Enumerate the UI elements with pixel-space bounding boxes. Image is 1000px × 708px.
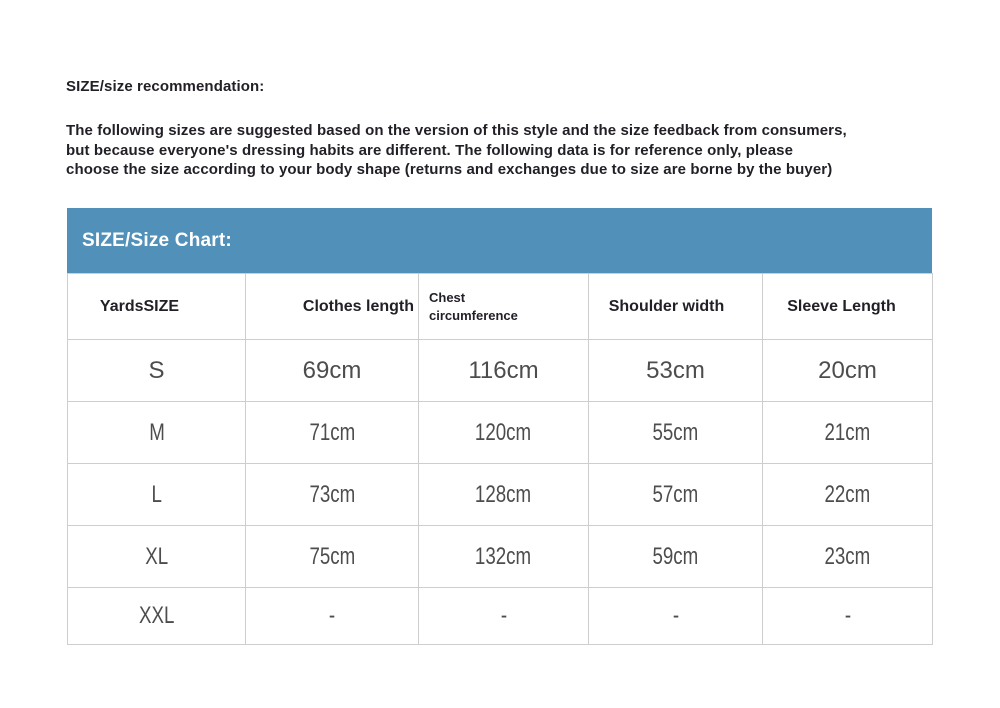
cell-sleeve-length: 21cm bbox=[763, 402, 933, 464]
column-header-chest-circumference bbox=[419, 274, 589, 340]
cell-clothes-length: 69cm bbox=[246, 340, 419, 402]
cell-size: XXL bbox=[68, 588, 246, 645]
disclaimer-line-3: choose the size according to your body shape (returns and exchanges due to size are borne by the buyer) bbox=[66, 161, 833, 178]
cell-sleeve-length: - bbox=[763, 588, 933, 645]
size-chart-table bbox=[67, 273, 933, 645]
size-recommendation-heading: SIZE/size recommendation: bbox=[66, 78, 265, 95]
cell-chest: 120cm bbox=[419, 402, 589, 464]
table-header-row bbox=[68, 274, 933, 340]
size-row-xxl bbox=[68, 588, 933, 645]
cell-chest: - bbox=[419, 588, 589, 645]
cell-shoulder-width: 55cm bbox=[589, 402, 763, 464]
column-header-sleeve-length: Sleeve Length bbox=[763, 274, 933, 340]
cell-shoulder-width: 57cm bbox=[589, 464, 763, 526]
cell-clothes-length: - bbox=[246, 588, 419, 645]
cell-chest: 128cm bbox=[419, 464, 589, 526]
cell-clothes-length: 73cm bbox=[246, 464, 419, 526]
cell-sleeve-length: 22cm bbox=[763, 464, 933, 526]
cell-shoulder-width: 53cm bbox=[589, 340, 763, 402]
cell-size: XL bbox=[68, 526, 246, 588]
cell-size: M bbox=[68, 402, 246, 464]
cell-clothes-length: 75cm bbox=[246, 526, 419, 588]
cell-shoulder-width: 59cm bbox=[589, 526, 763, 588]
cell-sleeve-length: 20cm bbox=[763, 340, 933, 402]
size-row-s bbox=[68, 340, 933, 402]
size-row-xl bbox=[68, 526, 933, 588]
size-chart-banner-title: SIZE/Size Chart: bbox=[82, 229, 232, 251]
disclaimer-line-2: but because everyone's dressing habits are different. The following data is for reference only, please bbox=[66, 141, 794, 159]
disclaimer-line-1: The following sizes are suggested based on the version of this style and the size feedback from consumers, bbox=[66, 122, 847, 139]
cell-sleeve-length: 23cm bbox=[763, 526, 933, 588]
cell-size: S bbox=[68, 340, 246, 402]
column-header-size: YardsSIZE bbox=[68, 274, 246, 340]
column-header-clothes-length: Clothes length bbox=[246, 274, 419, 340]
cell-chest: 132cm bbox=[419, 526, 589, 588]
column-header-shoulder-width: Shoulder width bbox=[589, 274, 763, 340]
size-disclaimer-paragraph bbox=[66, 121, 946, 180]
size-row-l bbox=[68, 464, 933, 526]
column-header-chest-label: Chest circumference bbox=[429, 289, 518, 323]
cell-size: L bbox=[68, 464, 246, 526]
size-chart-banner bbox=[67, 208, 932, 273]
cell-chest: 116cm bbox=[419, 340, 589, 402]
cell-shoulder-width: - bbox=[589, 588, 763, 645]
cell-clothes-length: 71cm bbox=[246, 402, 419, 464]
size-row-m bbox=[68, 402, 933, 464]
